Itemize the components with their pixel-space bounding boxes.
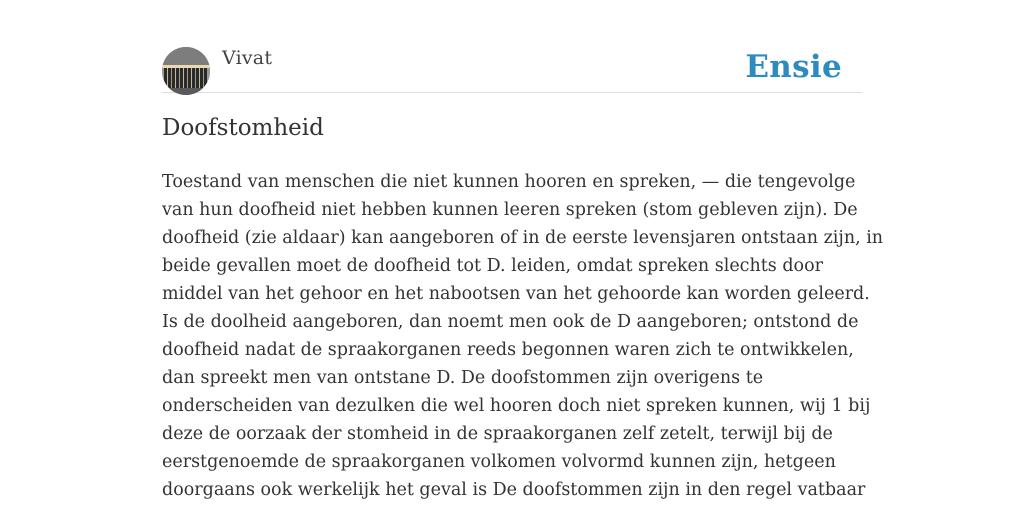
- author-name[interactable]: Vivat: [222, 47, 273, 69]
- body-line: deze de oorzaak der stomheid in de spraakorganen zelf zetelt, terwijl bij de: [162, 424, 833, 444]
- article-title: Doofstomheid: [162, 115, 324, 141]
- page-container: [162, 0, 884, 512]
- body-line: Is de doolheid aangeboren, dan noemt men ook de D aangeboren; ontstond de: [162, 312, 859, 332]
- body-line: eerstgenoemde de spraakorganen volkomen volvormd kunnen zijn, hetgeen: [162, 452, 836, 472]
- body-line: doorgaans ook werkelijk het geval is De doofstommen zijn in den regel vatbaar: [162, 480, 866, 500]
- body-line: dan spreekt men van ontstane D. De doofstommen zijn overigens te: [162, 368, 764, 388]
- brand-logo[interactable]: Ensie: [745, 49, 842, 85]
- body-line: Toestand van menschen die niet kunnen hooren en spreken, — die tengevolge: [162, 172, 856, 192]
- header: [162, 46, 862, 93]
- bookshelf-avatar-icon: [162, 47, 210, 95]
- body-line: doofheid nadat de spraakorganen reeds begonnen waren zich te ontwikkelen,: [162, 340, 854, 360]
- article-body: [162, 168, 884, 504]
- body-line: beide gevallen moet de doofheid tot D. leiden, omdat spreken slechts door: [162, 256, 823, 276]
- body-line: doofheid (zie aldaar) kan aangeboren of in de eerste levensjaren ontstaan zijn, in: [162, 228, 884, 248]
- author-avatar[interactable]: [162, 47, 210, 95]
- body-line: van hun doofheid niet hebben kunnen leeren spreken (stom gebleven zijn). De: [162, 200, 858, 220]
- body-line: onderscheiden van dezulken die wel hooren doch niet spreken kunnen, wij 1 bij: [162, 396, 871, 416]
- body-line: middel van het gehoor en het nabootsen van het gehoorde kan worden geleerd.: [162, 284, 870, 304]
